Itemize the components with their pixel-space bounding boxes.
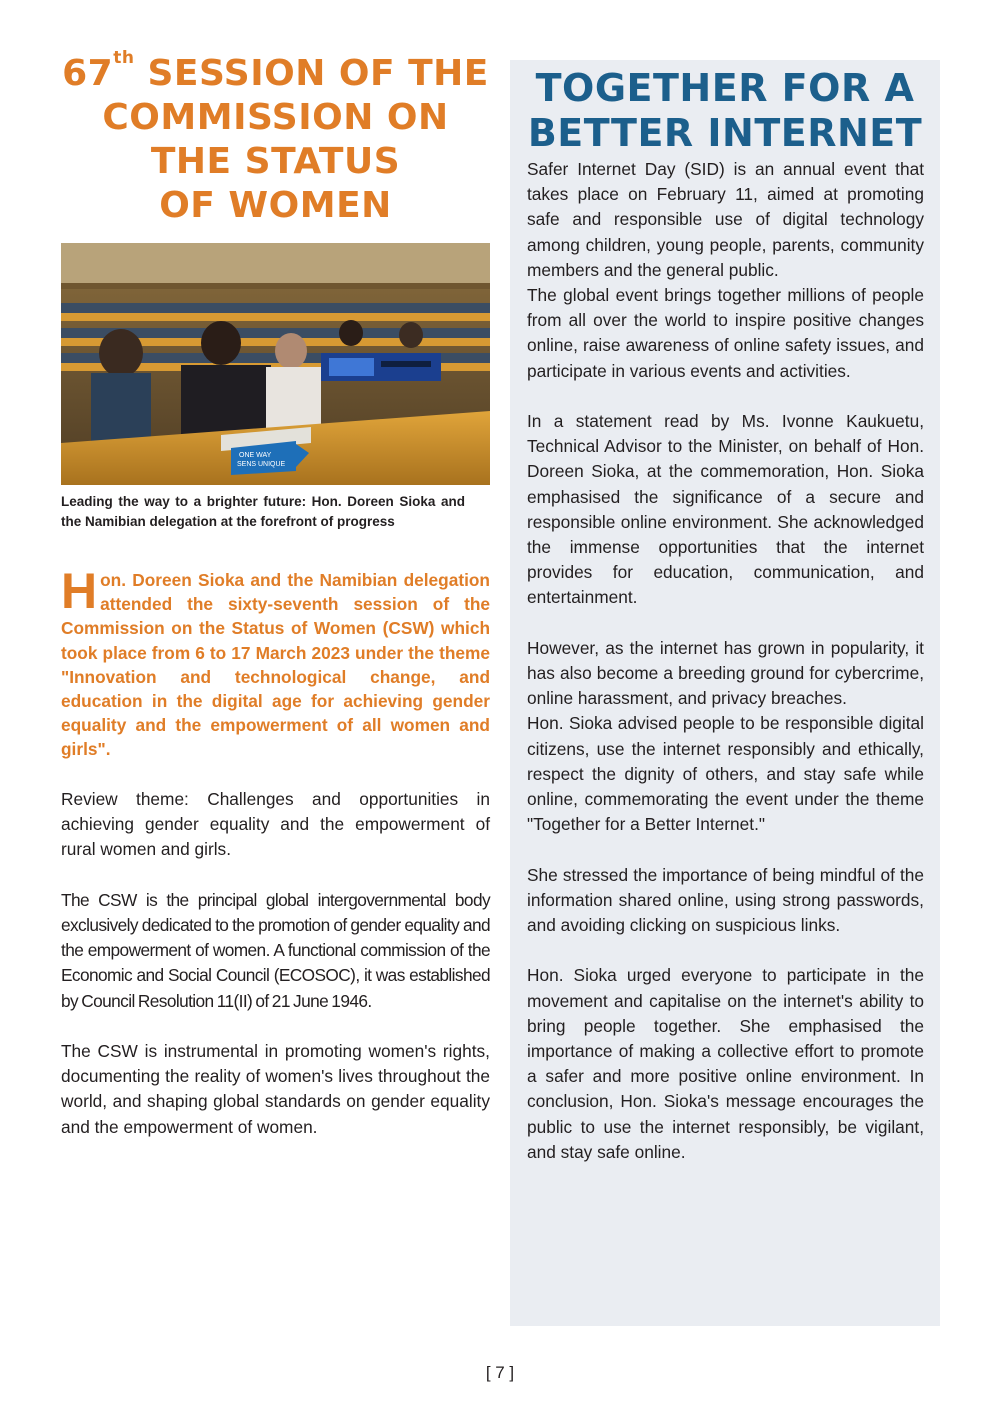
photo-caption: Leading the way to a brighter future: Hon. Doreen Sioka and the Namibian delegation at the forefront of progress bbox=[61, 494, 465, 529]
sid-body bbox=[527, 157, 924, 1165]
assembly-hall-illustration bbox=[61, 243, 490, 485]
sid-conclusion-paragraph: Hon. Sioka urged everyone to participate in the movement and capitalise on the internet's ability to bring people together. She emphasised the importance of making a collective effort to promote a safer and more positive online environment. In conclusion, Hon. Sioka's message encourages the public to use the internet responsibly, be vigilant, and stay safe online. bbox=[527, 965, 924, 1162]
delegation-photo bbox=[61, 243, 490, 485]
review-theme-paragraph: Review theme: Challenges and opportunities in achieving gender equality and the empowerment of rural women and girls. bbox=[61, 789, 490, 860]
safer-internet-panel bbox=[510, 60, 940, 1326]
sign-text-line1: ONE WAY bbox=[239, 452, 272, 459]
sid-risks-paragraph: However, as the internet has grown in popularity, it has also become a breeding ground for cybercrime, online harassment, and privacy breaches. bbox=[527, 637, 924, 709]
sid-title-line1: TOGETHER FOR A bbox=[535, 66, 915, 110]
page-number: [ 7 ] bbox=[485, 1363, 515, 1382]
csw-article-title bbox=[61, 48, 490, 228]
sign-text-line2: SENS UNIQUE bbox=[237, 461, 286, 468]
sid-title-line2: BETTER INTERNET bbox=[527, 111, 923, 155]
title-ordinal-suffix: th bbox=[113, 48, 135, 68]
csw-body bbox=[61, 787, 490, 1165]
title-line2: COMMISSION ON bbox=[102, 97, 449, 138]
csw-role-paragraph: The CSW is instrumental in promoting women's rights, documenting the reality of women's lives throughout the world, and shaping global standards on gender equality and the empowerment of women. bbox=[61, 1041, 490, 1137]
title-number: 67 bbox=[62, 53, 114, 94]
sid-article-title bbox=[510, 66, 940, 156]
csw-description-paragraph: The CSW is the principal global intergovernmental body exclusively dedicated to the promotion of gender equality and the empowerment of women. A functional commission of the Economic and Social Council (ECOSOC), it was established by Council Resolution 11(II) of 21 June 1946. bbox=[61, 889, 490, 1011]
title-line3: THE STATUS bbox=[150, 141, 401, 182]
title-line1-rest: SESSION OF THE bbox=[134, 53, 489, 94]
title-line4: OF WOMEN bbox=[159, 185, 392, 226]
sid-statement-paragraph: In a statement read by Ms. Ivonne Kaukuetu, Technical Advisor to the Minister, on behalf of Hon. Doreen Sioka, at the commemoration, Hon. Sioka emphasised the significance of a secure and responsible online environment. She acknowledged the immense opportunities that the internet provides for education, communication, and entertainment. bbox=[527, 411, 924, 608]
drop-cap: H bbox=[61, 563, 98, 619]
left-column bbox=[61, 48, 490, 1137]
sid-advice-paragraph: Hon. Sioka advised people to be responsible digital citizens, use the internet responsibly and ethically, respect the dignity of others, and stay safe while online, commemorating the event under the theme "Together for a Better Internet." bbox=[527, 713, 924, 835]
sid-mindful-paragraph: She stressed the importance of being mindful of the information shared online, using strong passwords, and avoiding clicking on suspicious links. bbox=[527, 864, 924, 936]
lead-paragraph bbox=[61, 563, 490, 762]
sid-global-paragraph: The global event brings together millions of people from all over the world to inspire positive changes online, raise awareness of online safety issues, and participate in various events and activities. bbox=[527, 285, 924, 381]
sid-intro-paragraph: Safer Internet Day (SID) is an annual event that takes place on February 11, aimed at promoting safe and responsible use of digital technology among children, young people, parents, community members and the general public. bbox=[527, 159, 924, 280]
lead-text: on. Doreen Sioka and the Namibian delegation attended the sixty-seventh session of the Commission on the Status of Women (CSW) which took place from 6 to 17 March 2023 under the theme "Innovation and technological change, and education in the digital age for achieving gender equality and the empowerment of all women and girls". bbox=[61, 570, 490, 760]
